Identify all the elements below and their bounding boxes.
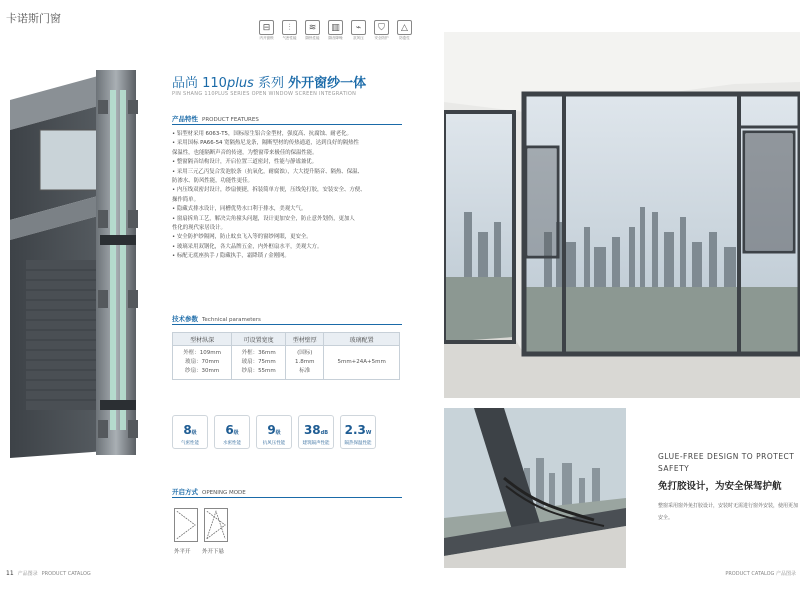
- opening-mode-label: 外平开: [174, 549, 191, 555]
- table-cell: 外框：109mm 玻扇：70mm 纱扇：30mm: [173, 346, 232, 380]
- table-header: 型材壁厚: [286, 333, 324, 346]
- features-heading: 产品特性 PRODUCT FEATURES: [172, 115, 259, 123]
- airtight-badge: 8级 气密性能: [172, 415, 208, 449]
- interior-window-photo: [444, 32, 800, 398]
- glue-free-heading-cn: 免打胶设计，为安全保驾护航: [658, 481, 782, 492]
- product-subtitle: PIN SHANG 110PLUS SERIES OPEN WINDOW SCREEN INTEGRATION: [172, 91, 357, 97]
- list-item: • 采用国标 PA66-54 宽隔热尼龙条，隔断型材的传热通道，达到良好的隔热性: [172, 140, 359, 147]
- table-row: [173, 346, 400, 380]
- table-cell: 5mm+24A+5mm: [324, 346, 400, 380]
- list-item: • 铝型材采用 6063-T5，国标原生铝合金型材，强度高、抗腐蚀、耐老化。: [172, 131, 352, 137]
- casement-open-icon: [174, 508, 198, 542]
- warning-icon: △ 防盗性: [396, 20, 413, 41]
- opening-heading: 开启方式 OPENING MODE: [172, 488, 246, 496]
- list-item: • 标配无底座执手 / 隐藏执手，霜降锁 / 金刚网。: [172, 253, 290, 260]
- window-profile-illustration: [0, 60, 160, 460]
- thermal-insulation-badge: 2.3W 隔热保温性能: [340, 415, 376, 449]
- table-header: 可设置宽度: [232, 333, 286, 346]
- list-item: • 窗扇拆角工艺，解决尖角撞头问题，设计更加安全，防止意外划伤，更加人: [172, 215, 355, 222]
- wind-pressure-badge: 9级 抗风压性能: [256, 415, 292, 449]
- opening-divider: [172, 497, 402, 498]
- params-heading: 技术参数 Technical parameters: [172, 315, 261, 323]
- feature-icon-row: [258, 20, 413, 41]
- list-item: 防渗水、防风性能，功能性更佳。: [172, 178, 253, 185]
- list-item: • 整窗隔音结构设计，开启位置三道密封，性能与静谧兼优。: [172, 159, 318, 166]
- sound-insulation-badge: 38dB 建筑隔声性能: [298, 415, 334, 449]
- table-header-row: [173, 333, 400, 346]
- table-cell: 外框：36mm 玻扇：75mm 纱扇：55mm: [232, 346, 286, 380]
- glue-free-heading-en: GLUE-FREE DESIGN TO PROTECT SAFETY: [658, 452, 795, 473]
- insulation-icon: ≋ 隔热性能: [304, 20, 321, 41]
- list-item: • 安全防护纱隔网，防止蚊虫飞入等的窗纱网眼，更安全。: [172, 234, 312, 241]
- list-item: • 隐藏式排水设计，同槽优势水口利于排水，美观大气。: [172, 206, 307, 213]
- page-number: 11: [6, 570, 14, 577]
- watertight-badge: 6级 水密性能: [214, 415, 250, 449]
- performance-badges: [172, 415, 376, 449]
- params-divider: [172, 324, 402, 325]
- product-title: 品尚 110plus 系列 外开窗纱一体: [172, 76, 367, 91]
- soundproof-icon: ▥ 隔音降噪: [327, 20, 344, 41]
- wind-icon: ⌁ 抗风压: [350, 20, 367, 41]
- table-cell: (国标) 1.8mm 标准: [286, 346, 324, 380]
- list-item: 保温性，也能隔断声音的传递，为整窗带来极佳的保温性能。: [172, 149, 318, 156]
- params-table: [172, 332, 400, 380]
- list-item: • 采用三元乙丙复合发泡胶条（抗氧化，耐腐蚀），大大提升隔音、隔热、保温、: [172, 168, 363, 175]
- list-item: • 玻璃采用双钢化，各大品牌五金，内外框扇水平，美观大方。: [172, 243, 323, 250]
- top-hung-open-icon: [204, 508, 228, 542]
- table-header: 型材纵深: [173, 333, 232, 346]
- table-header: 玻璃配置: [324, 333, 400, 346]
- glue-free-description: 整窗采用窗外免打胶设计，安装时无需进行窗外安装，使用更加安全。: [658, 503, 799, 521]
- list-item: 操作简单。: [172, 196, 199, 203]
- shield-icon: ⛉ 安全防护: [373, 20, 390, 41]
- list-item: 性化的现代家居设计。: [172, 225, 226, 232]
- right-page: [430, 0, 800, 600]
- window-lock-icon: ⊟ 内开窗锁: [258, 20, 275, 41]
- list-item: • 内压线双密封设计，纱扇便捷，拆装简单方便，压线免打胶，安装安全、方便、: [172, 187, 366, 194]
- glue-free-detail-photo: [444, 408, 626, 568]
- feature-list: [172, 130, 412, 262]
- features-divider: [172, 124, 402, 125]
- brand-name: 卡诺斯门窗: [6, 12, 61, 25]
- footer-right: PRODUCT CATALOG 产品图录: [725, 571, 796, 577]
- opening-mode-label: 外开下悬: [202, 549, 225, 555]
- footer-left: 11 产品图录 PRODUCT CATALOG: [6, 570, 91, 577]
- thermal-icon: ⫶ 气密性能: [281, 20, 298, 41]
